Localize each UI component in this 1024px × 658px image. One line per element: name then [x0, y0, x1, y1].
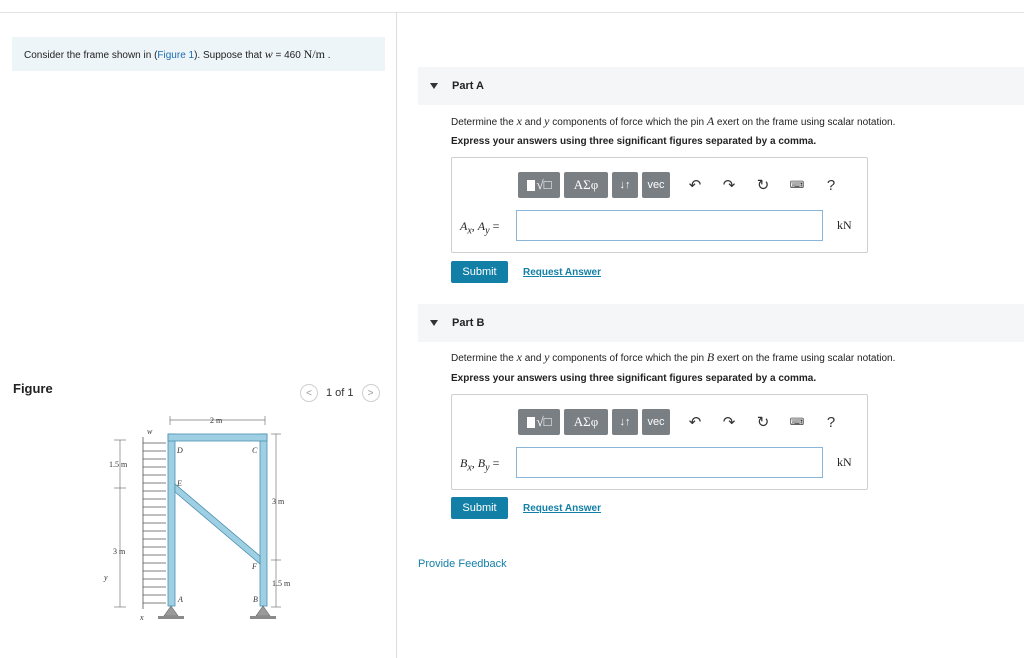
collapse-triangle-icon	[430, 320, 438, 326]
radical-icon: √□	[536, 414, 552, 429]
figure-link[interactable]: Figure 1	[157, 49, 195, 61]
q-text: Determine the	[451, 117, 517, 128]
label-E: E	[177, 479, 182, 488]
dim-3m-left-label: 3 m	[113, 547, 126, 556]
label-sub: y	[485, 225, 490, 237]
math-toolbar	[518, 409, 844, 435]
reset-icon[interactable]: ↻	[756, 177, 770, 194]
part-b-request-answer-link[interactable]: Request Answer	[523, 503, 601, 514]
keyboard-icon[interactable]: ⌨	[789, 179, 805, 191]
part-a-answer-box	[451, 157, 868, 253]
part-a-instruction: Express your answers using three significant figures separated by a comma.	[451, 136, 817, 147]
part-b-submit-button[interactable]: Submit	[451, 497, 508, 519]
label-var: A	[460, 219, 468, 233]
top-divider	[0, 12, 1024, 13]
next-figure-button[interactable]: >	[362, 384, 380, 402]
part-b-answer-input[interactable]	[516, 447, 823, 478]
figure-title: Figure	[13, 381, 53, 396]
problem-unit: N/m	[303, 46, 325, 61]
label-D: D	[177, 446, 183, 455]
q-pin: A	[706, 114, 715, 128]
redo-icon[interactable]: ↷	[722, 414, 736, 431]
label-eq: =	[489, 456, 500, 470]
q-text: Determine the	[451, 353, 517, 364]
part-b-title: Part B	[452, 317, 485, 329]
q-pin: B	[706, 350, 715, 364]
subscript-superscript-button[interactable]: ↓↑	[612, 172, 638, 198]
template-square-icon	[527, 417, 535, 428]
q-var-x: x	[516, 114, 522, 128]
unit-label: kN	[837, 455, 852, 469]
vector-button[interactable]: vec	[642, 409, 670, 435]
problem-text: Consider the frame shown in (	[24, 49, 158, 61]
problem-end: .	[324, 49, 331, 61]
part-a-submit-button[interactable]: Submit	[451, 261, 508, 283]
frame-figure	[100, 412, 300, 622]
part-a-header[interactable]	[418, 67, 1024, 105]
label-B: B	[253, 595, 258, 604]
figure-count: 1 of 1	[326, 387, 354, 399]
part-b-question	[451, 350, 895, 365]
problem-var-w: w	[264, 46, 273, 61]
label-var: B	[460, 456, 468, 470]
label-eq: =	[489, 219, 500, 233]
dim-2m-label: 2 m	[210, 416, 223, 425]
q-text: exert on the frame using scalar notation.	[714, 117, 896, 128]
q-var-x: x	[516, 350, 522, 364]
q-text: components of force which the pin	[549, 117, 707, 128]
q-var-y: y	[544, 350, 550, 364]
part-a-question	[451, 114, 895, 129]
label-sub: y	[485, 462, 490, 474]
unit-label: kN	[837, 218, 852, 232]
vector-button[interactable]: vec	[642, 172, 670, 198]
label-A: A	[178, 595, 183, 604]
part-a-title: Part A	[452, 80, 484, 92]
label-C: C	[252, 446, 258, 455]
redo-icon[interactable]: ↷	[722, 177, 736, 194]
templates-button[interactable]	[518, 409, 560, 435]
answer-label	[460, 456, 499, 473]
part-b-instruction: Express your answers using three significant figures separated by a comma.	[451, 373, 817, 384]
dim-15m-left-label: 1.5 m	[109, 460, 128, 469]
provide-feedback-link[interactable]: Provide Feedback	[418, 558, 507, 570]
problem-value: = 460	[272, 49, 304, 61]
label-var: B	[477, 456, 486, 470]
label-sep: ,	[471, 219, 478, 233]
q-text: exert on the frame using scalar notation.	[714, 353, 896, 364]
column-divider	[396, 12, 397, 658]
label-x-axis: x	[140, 613, 144, 622]
subscript-superscript-button[interactable]: ↓↑	[612, 409, 638, 435]
w-label: w	[147, 427, 153, 436]
help-icon[interactable]: ?	[826, 176, 836, 194]
part-a-request-answer-link[interactable]: Request Answer	[523, 267, 601, 278]
label-F: F	[252, 562, 257, 571]
collapse-triangle-icon	[430, 83, 438, 89]
help-icon[interactable]: ?	[826, 413, 836, 431]
label-sub: x	[467, 462, 472, 474]
figure-pager	[300, 383, 380, 403]
math-toolbar	[518, 172, 844, 198]
label-sep: ,	[471, 456, 478, 470]
q-text: and	[521, 353, 545, 364]
q-var-y: y	[544, 114, 550, 128]
part-a-answer-input[interactable]	[516, 210, 823, 241]
template-square-icon	[527, 180, 535, 191]
problem-text-2: ). Suppose that	[194, 49, 265, 61]
templates-button[interactable]	[518, 172, 560, 198]
radical-icon: √□	[536, 177, 552, 192]
reset-icon[interactable]: ↻	[756, 414, 770, 431]
keyboard-icon[interactable]: ⌨	[789, 416, 805, 428]
undo-icon[interactable]: ↶	[688, 414, 702, 431]
prev-figure-button[interactable]: <	[300, 384, 318, 402]
q-text: and	[521, 117, 545, 128]
undo-icon[interactable]: ↶	[688, 177, 702, 194]
dim-3m-right-label: 3 m	[272, 497, 285, 506]
part-b-answer-box	[451, 394, 868, 490]
label-y-axis: y	[104, 573, 108, 582]
greek-symbols-button[interactable]: ΑΣφ	[564, 409, 608, 435]
part-b-header[interactable]	[418, 304, 1024, 342]
label-var: A	[477, 219, 486, 233]
problem-statement	[12, 37, 385, 71]
greek-symbols-button[interactable]: ΑΣφ	[564, 172, 608, 198]
answer-label	[460, 219, 499, 236]
dim-15m-right-label: 1.5 m	[272, 579, 291, 588]
label-sub: x	[467, 225, 472, 237]
q-text: components of force which the pin	[549, 353, 707, 364]
